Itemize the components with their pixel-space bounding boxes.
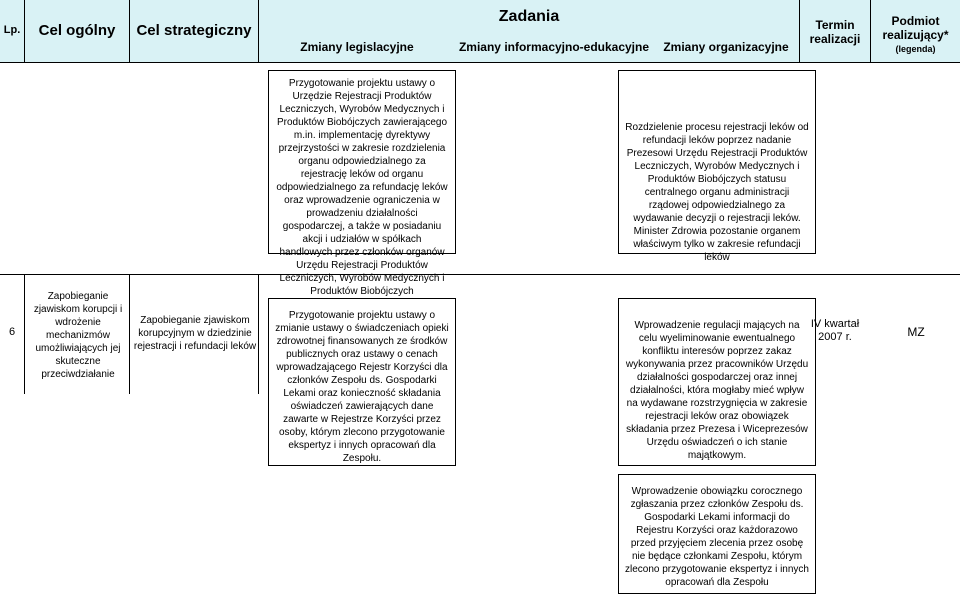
header-zmiany-organizacyjne: Zmiany organizacyjne xyxy=(663,40,789,54)
header-podmiot xyxy=(871,14,960,56)
row6-podmiot: MZ xyxy=(907,325,925,339)
header-cel-ogolny: Cel ogólny xyxy=(38,22,116,39)
header-termin-line1: Termin xyxy=(815,18,855,32)
header-termin xyxy=(800,18,870,46)
column-divider xyxy=(24,274,25,394)
header-termin-line2: realizacji xyxy=(809,32,861,46)
header-zadania: Zadania xyxy=(498,8,560,25)
header-zmiany-informacyjno: Zmiany informacyjno-edukacyjne xyxy=(458,40,650,54)
header-podmiot-line2: realizujący* xyxy=(882,28,949,42)
table-header xyxy=(0,0,960,63)
row6-organizacyjne-1: Wprowadzenie regulacji mających na celu wyeliminowanie ewentualnego konfliktu interesów poprzez zakaz wykonywania przez pracowników Urzędu działalności gospodarczej oraz innej działalności, która mogłaby mieć wpływ na wydawane rozstrzygnięcia w zakresie rejestracji leków oraz obowiązek składania przez Prezesa i Wiceprezesów Urzędu oświadczeń o ich stanie majątkowym. xyxy=(618,298,816,466)
row6-cel-ogolny: Zapobieganie zjawiskom korupcji i wdrożenie mechanizmów umożliwiających jej skuteczne przeciwdziałanie xyxy=(33,291,123,380)
column-divider xyxy=(258,274,259,394)
prev-row-legislacyjne: Przygotowanie projektu ustawy o Urzędzie Rejestracji Produktów Leczniczych, Wyrobów Medycznych i Produktów Biobójczych zawierającego m.in. implementację dyrektywy przejrzystości w zakresie rozdzielenia organu odpowiedzialnego za rejestrację leków od organu odpowiedzialnego za refundację leków oraz wprowadzenie ograniczenia w prowadzeniu działalności gospodarczej, a także w posiadaniu akcji i udziałów w spółkach handlowych przez członków organów Urzędu Rejestracji Produktów Leczniczych, Wyrobów Medycznych i Produktów Biobójczych xyxy=(268,70,456,254)
prev-row-organizacyjne: Rozdzielenie procesu rejestracji leków od refundacji leków poprzez nadanie Prezesowi Urzędu Rejestracji Produktów Leczniczych, Wyrobów Medycznych i Produktów Biobójczych statusu centralnego organu administracji rządowej odpowiedzialnego za wydawanie decyzji o rejestracji leków. Minister Zdrowia pozostanie organem właściwym tylko w zakresie refundacji leków xyxy=(618,70,816,254)
header-podmiot-line1: Podmiot xyxy=(891,14,940,28)
column-divider xyxy=(129,274,130,394)
header-cel-strategiczny: Cel strategiczny xyxy=(136,22,252,39)
header-lp: Lp. xyxy=(3,24,21,36)
row-separator xyxy=(0,274,960,275)
row6-lp: 6 xyxy=(8,326,16,338)
row6-organizacyjne-2: Wprowadzenie obowiązku corocznego zgłaszania przez członków Zespołu ds. Gospodarki Lekami informacji do Rejestru Korzyści oraz każdorazowo przed przyjęciem zlecenia przez osobę nie będące członkami Zespołu, którym zlecono przygotowanie ekspertyz i innych opracowań dla Zespołu xyxy=(618,474,816,594)
row6-cel-strategiczny: Zapobieganie zjawiskom korupcyjnym w dziedzinie rejestracji i refundacji leków xyxy=(133,315,257,352)
header-podmiot-legend: (legenda) xyxy=(895,44,936,54)
row6-termin: IV kwartał 2007 r. xyxy=(810,318,860,343)
row6-legislacyjne: Przygotowanie projektu ustawy o zmianie ustawy o świadczeniach opieki zdrowotnej finansowanych ze środków publicznych oraz ustawy o cenach wprowadzającego Rejestr Korzyści dla członków Zespołu ds. Gospodarki Lekami oraz konieczność składania oświadczeń zawierających dane zawarte w Rejestrze Korzyści przez osoby, którym zlecono przygotowanie ekspertyz i innych opracowań dla Zespołu. xyxy=(268,298,456,466)
header-zmiany-legislacyjne: Zmiany legislacyjne xyxy=(300,40,414,54)
